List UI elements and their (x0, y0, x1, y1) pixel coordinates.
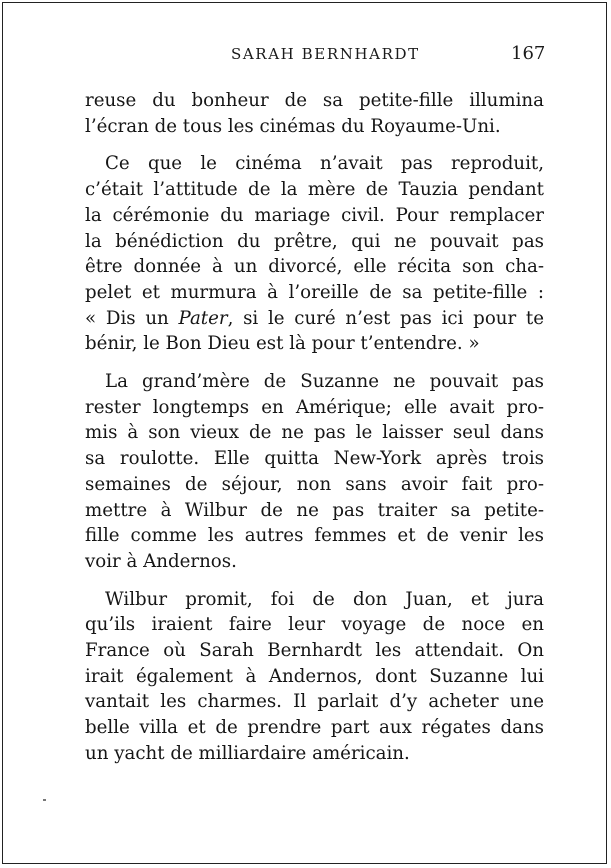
paragraph (85, 369, 544, 575)
text-line: « Dis un Pater, si le curé n’est pas ici pour te (85, 307, 544, 329)
text-line: La grand’mère de Suzanne ne pouvait pas (105, 371, 544, 393)
running-head: SARAH BERNHARDT (231, 45, 420, 63)
text-line: irait également à Andernos, dont Suzanne lui (85, 665, 544, 687)
paragraph (85, 587, 544, 767)
text-line: reuse du bonheur de sa petite-fille illumina (85, 90, 544, 111)
text-line: rester longtemps en Amérique; elle avait pro- (85, 396, 544, 418)
text-line: semaines de séjour, non sans avoir fait pro- (85, 473, 544, 495)
text-line: France où Sarah Bernhardt les attendait. On (85, 640, 544, 662)
text-line: c’était l’attitude de la mère de Tauzia pendant (85, 179, 544, 201)
text-line: mis à son vieux de ne pas le laisser seul dans (85, 422, 544, 444)
text-line: Ce que le cinéma n’avait pas reproduit, (105, 153, 544, 175)
text-line: voir à Andernos. (85, 550, 237, 572)
book-page (2, 2, 607, 864)
paragraph (85, 151, 544, 357)
paragraph (85, 88, 544, 139)
text-line: mettre à Wilbur de ne pas traiter sa petite- (85, 499, 544, 521)
text-line: sa roulotte. Elle quitta New-York après trois (85, 448, 544, 470)
text-line: belle villa et de prendre part aux régates dans (85, 717, 544, 739)
text-line: un yacht de milliardaire américain. (85, 742, 410, 764)
text-line: l’écran de tous les cinémas du Royaume-Uni. (85, 115, 501, 137)
text-line: être donnée à un divorcé, elle récita son cha- (85, 256, 544, 278)
text-line: bénir, le Bon Dieu est là pour t’entendre. » (85, 333, 480, 355)
text-line: fille comme les autres femmes et de venir les (85, 525, 544, 547)
text-line: la cérémonie du mariage civil. Pour remplacer (85, 204, 544, 226)
text-line: qu’ils iraient faire leur voyage de noce en (85, 614, 544, 636)
text-line: pelet et murmura à l’oreille de sa petite-fille : (85, 281, 544, 303)
text-line: Wilbur promit, foi de don Juan, et jura (105, 588, 544, 610)
text-line: la bénédiction du prêtre, qui ne pouvait pas (85, 230, 544, 252)
text-line: vantait les charmes. Il parlait d’y acheter une (85, 691, 544, 713)
italic-word: Pater (178, 307, 228, 329)
body-text (85, 88, 544, 767)
page-header (3, 45, 606, 69)
scan-speck (43, 799, 46, 801)
page-number: 167 (511, 43, 546, 64)
